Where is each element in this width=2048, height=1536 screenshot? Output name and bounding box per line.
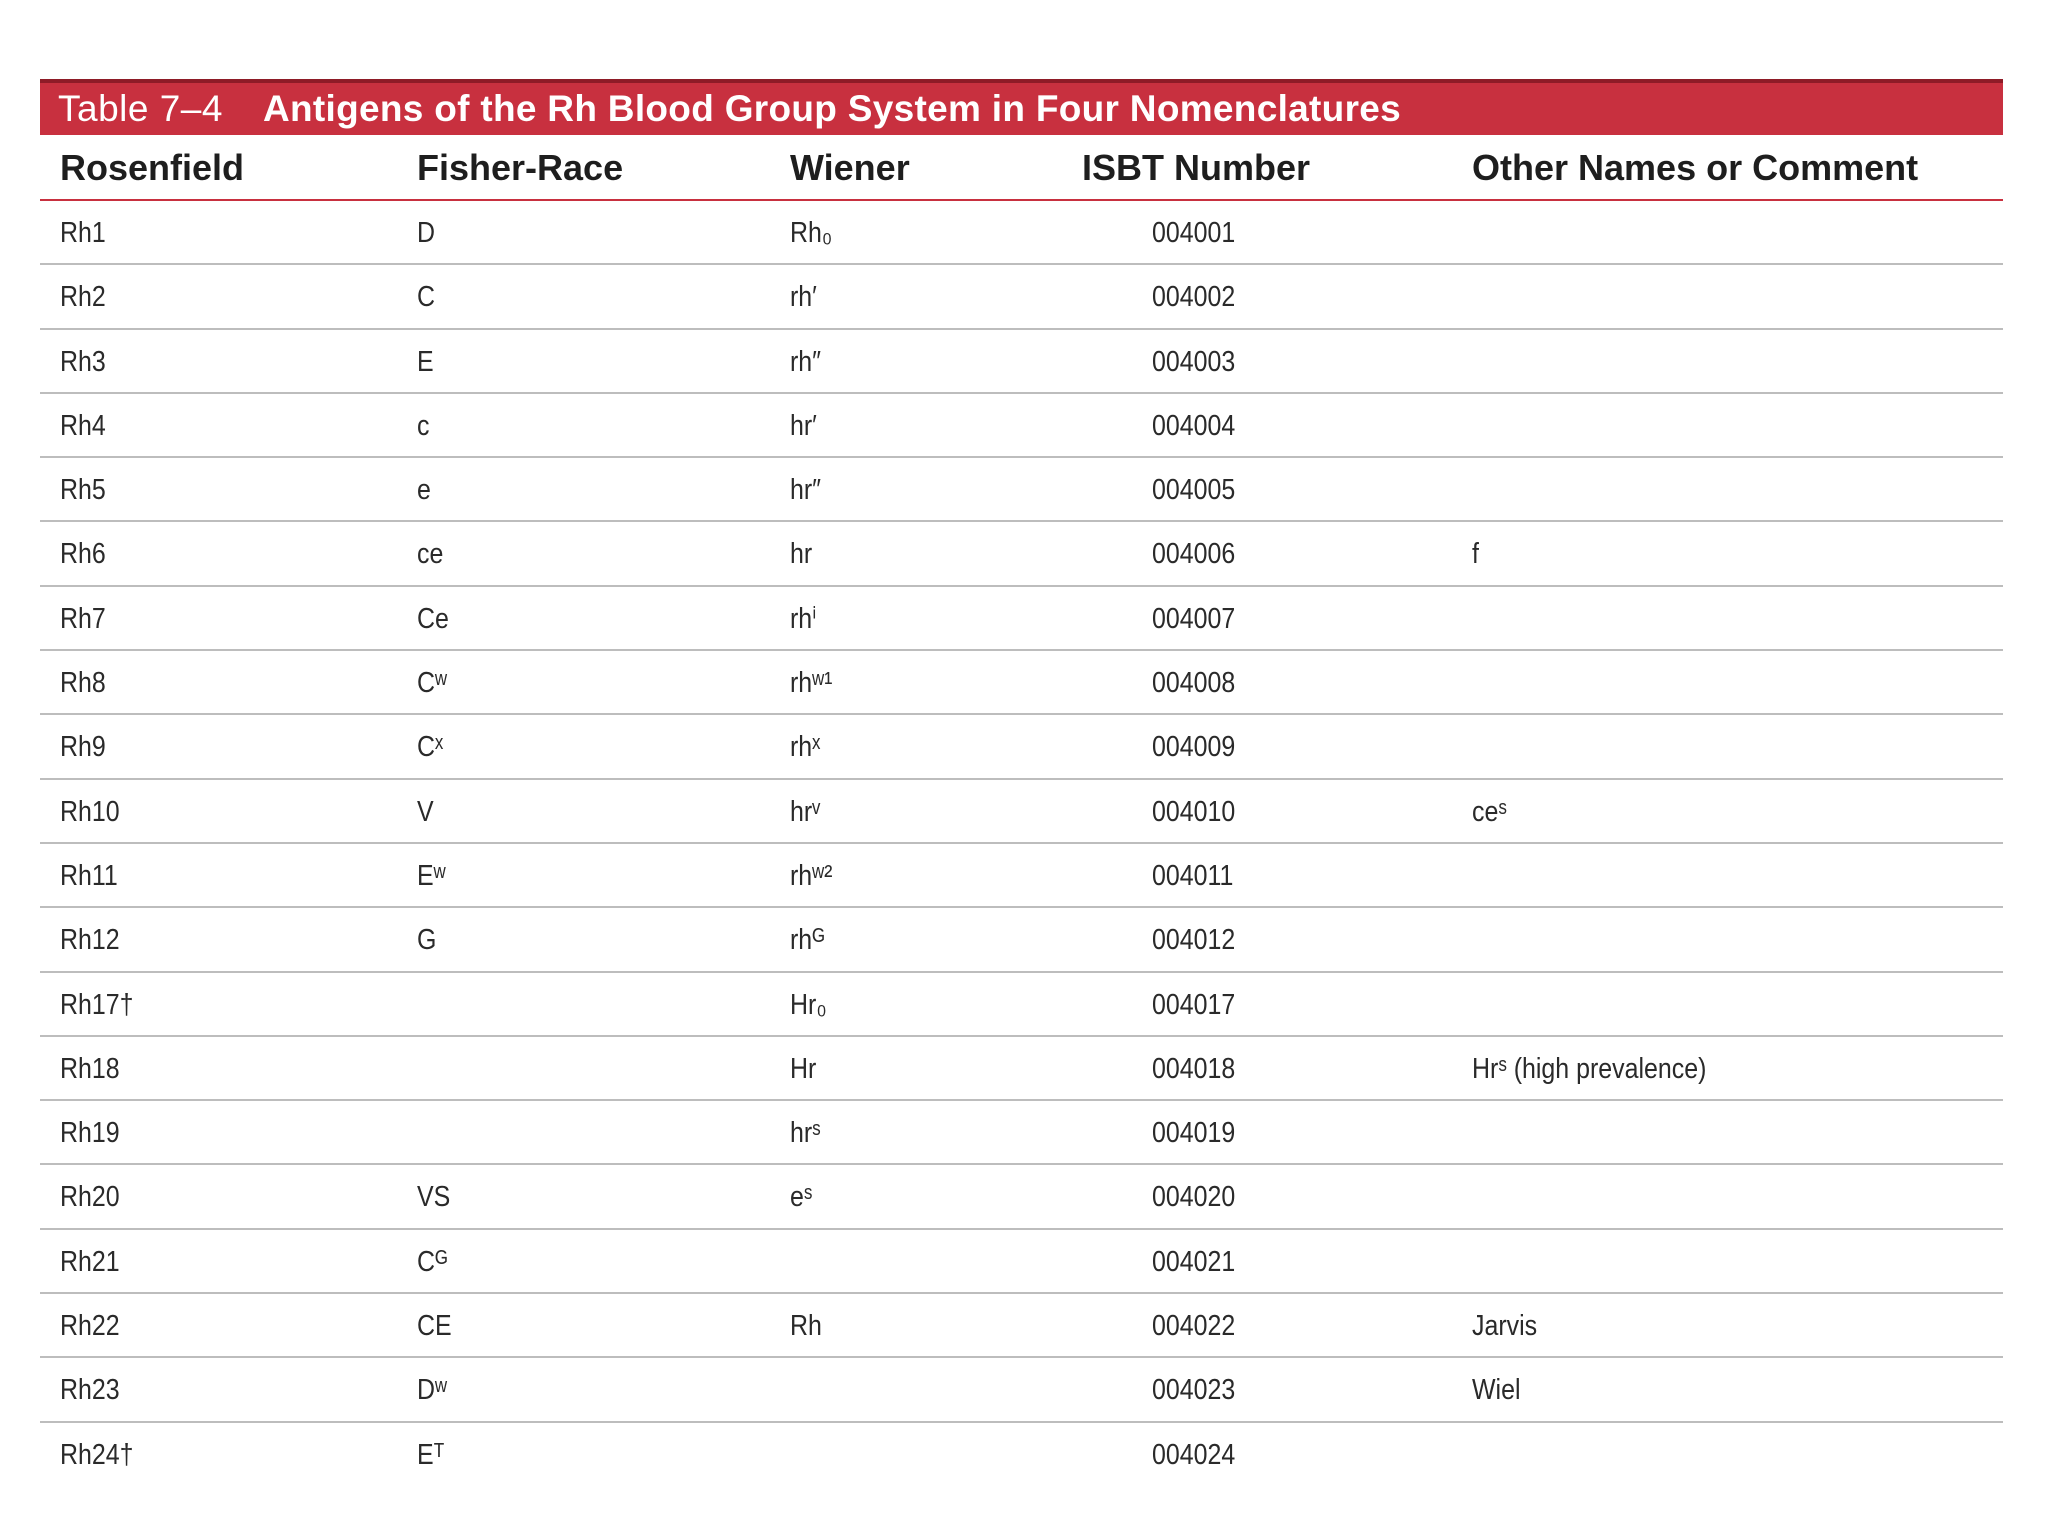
wiener-cell: hrˢ <box>790 1117 821 1150</box>
rosenfield-cell: Rh5 <box>60 474 106 507</box>
rosenfield-cell: Rh11 <box>60 859 118 892</box>
other-names-cell: ceˢ <box>1472 795 1507 828</box>
table-row <box>40 844 2003 908</box>
table-row <box>40 973 2003 1037</box>
table-row <box>40 1230 2003 1294</box>
wiener-cell: eˢ <box>790 1181 813 1214</box>
rosenfield-cell: Rh4 <box>60 409 106 442</box>
rosenfield-cell: Rh9 <box>60 731 106 764</box>
rosenfield-cell: Rh17† <box>60 988 134 1021</box>
wiener-cell: rhʷ² <box>790 859 833 892</box>
wiener-cell: Rh₀ <box>790 217 833 249</box>
fisher-race-cell: V <box>417 795 434 828</box>
rosenfield-cell: Rh24† <box>60 1438 134 1471</box>
isbt-number-cell: 004022 <box>1152 1310 1236 1343</box>
fisher-race-cell: Cˣ <box>417 731 444 764</box>
table-row <box>40 522 2003 586</box>
rosenfield-cell: Rh1 <box>60 217 106 249</box>
table-row <box>40 715 2003 779</box>
fisher-race-cell: ce <box>417 538 444 571</box>
rosenfield-cell: Rh8 <box>60 667 106 700</box>
isbt-number-cell: 004012 <box>1152 924 1236 957</box>
column-header-wiener: Wiener <box>790 147 910 188</box>
isbt-number-cell: 004010 <box>1152 795 1236 828</box>
wiener-cell: Hr₀ <box>790 988 827 1021</box>
table-row <box>40 780 2003 844</box>
isbt-number-cell: 004006 <box>1152 538 1236 571</box>
isbt-number-cell: 004021 <box>1152 1245 1236 1278</box>
fisher-race-cell: Cᴳ <box>417 1245 448 1278</box>
isbt-number-cell: 004008 <box>1152 667 1236 700</box>
rosenfield-cell: Rh6 <box>60 538 106 571</box>
table-row <box>40 265 2003 329</box>
isbt-number-cell: 004007 <box>1152 602 1236 635</box>
wiener-cell: rhⁱ <box>790 602 817 635</box>
table-row <box>40 1101 2003 1165</box>
isbt-number-cell: 004003 <box>1152 345 1236 378</box>
isbt-number-cell: 004004 <box>1152 409 1236 442</box>
isbt-number-cell: 004018 <box>1152 1052 1236 1085</box>
fisher-race-cell: Ce <box>417 602 449 635</box>
table-row <box>40 651 2003 715</box>
table-label: Table 7–4 <box>58 88 223 129</box>
table-row <box>40 1423 2003 1487</box>
table-header-row <box>40 135 2003 201</box>
isbt-number-cell: 004009 <box>1152 731 1236 764</box>
table-row <box>40 1037 2003 1101</box>
rh-antigen-table <box>40 79 2003 1487</box>
wiener-cell: rh′ <box>790 281 817 314</box>
rosenfield-cell: Rh23 <box>60 1374 120 1407</box>
wiener-cell: Hr <box>790 1052 817 1085</box>
table-row <box>40 908 2003 972</box>
other-names-cell: Hrˢ (high prevalence) <box>1472 1052 1707 1085</box>
column-header-isbt-number: ISBT Number <box>1082 147 1311 188</box>
rosenfield-cell: Rh22 <box>60 1310 120 1343</box>
fisher-race-cell: D <box>417 217 436 249</box>
fisher-race-cell: VS <box>417 1181 451 1214</box>
table-row <box>40 1358 2003 1422</box>
fisher-race-cell: Eᵀ <box>417 1438 445 1471</box>
fisher-race-cell: c <box>417 409 430 442</box>
rosenfield-cell: Rh12 <box>60 924 120 957</box>
fisher-race-cell: Dʷ <box>417 1374 448 1407</box>
wiener-cell: hr″ <box>790 474 822 507</box>
rosenfield-cell: Rh10 <box>60 795 120 828</box>
table-row <box>40 394 2003 458</box>
fisher-race-cell: Cʷ <box>417 667 448 700</box>
rosenfield-cell: Rh2 <box>60 281 106 314</box>
rosenfield-cell: Rh21 <box>60 1245 120 1278</box>
column-header-rosenfield: Rosenfield <box>60 147 245 188</box>
other-names-cell: Wiel <box>1472 1374 1521 1407</box>
table-row <box>40 330 2003 394</box>
isbt-number-cell: 004023 <box>1152 1374 1236 1407</box>
other-names-cell: f <box>1472 538 1479 571</box>
table-row <box>40 201 2003 265</box>
wiener-cell: hr′ <box>790 409 817 442</box>
column-header-fisher-race: Fisher-Race <box>417 147 624 188</box>
column-header-other-names: Other Names or Comment <box>1472 147 1919 188</box>
isbt-number-cell: 004017 <box>1152 988 1236 1021</box>
isbt-number-cell: 004020 <box>1152 1181 1236 1214</box>
table-row <box>40 587 2003 651</box>
wiener-cell: hrᵛ <box>790 795 821 828</box>
wiener-cell: rh″ <box>790 345 822 378</box>
other-names-cell: Jarvis <box>1472 1310 1538 1343</box>
table-title: Antigens of the Rh Blood Group System in Four Nomenclatures <box>262 88 1402 129</box>
isbt-number-cell: 004024 <box>1152 1438 1236 1471</box>
wiener-cell: rhˣ <box>790 731 821 764</box>
isbt-number-cell: 004002 <box>1152 281 1236 314</box>
table-row <box>40 1165 2003 1229</box>
rosenfield-cell: Rh18 <box>60 1052 120 1085</box>
wiener-cell: rhʷ¹ <box>790 667 833 700</box>
fisher-race-cell: G <box>417 924 437 957</box>
wiener-cell: rhᴳ <box>790 924 825 957</box>
fisher-race-cell: E <box>417 345 434 378</box>
wiener-cell: Rh <box>790 1310 822 1343</box>
isbt-number-cell: 004011 <box>1152 859 1234 892</box>
isbt-number-cell: 004019 <box>1152 1117 1236 1150</box>
fisher-race-cell: Eʷ <box>417 859 446 892</box>
rosenfield-cell: Rh3 <box>60 345 106 378</box>
fisher-race-cell: CE <box>417 1310 452 1343</box>
table-row <box>40 1294 2003 1358</box>
wiener-cell: hr <box>790 538 813 571</box>
isbt-number-cell: 004001 <box>1152 217 1236 249</box>
table-title-bar <box>40 79 2003 135</box>
table-body <box>40 201 2003 1487</box>
isbt-number-cell: 004005 <box>1152 474 1236 507</box>
table-row <box>40 458 2003 522</box>
rosenfield-cell: Rh7 <box>60 602 106 635</box>
fisher-race-cell: C <box>417 281 436 314</box>
rosenfield-cell: Rh20 <box>60 1181 120 1214</box>
rosenfield-cell: Rh19 <box>60 1117 120 1150</box>
fisher-race-cell: e <box>417 474 431 507</box>
